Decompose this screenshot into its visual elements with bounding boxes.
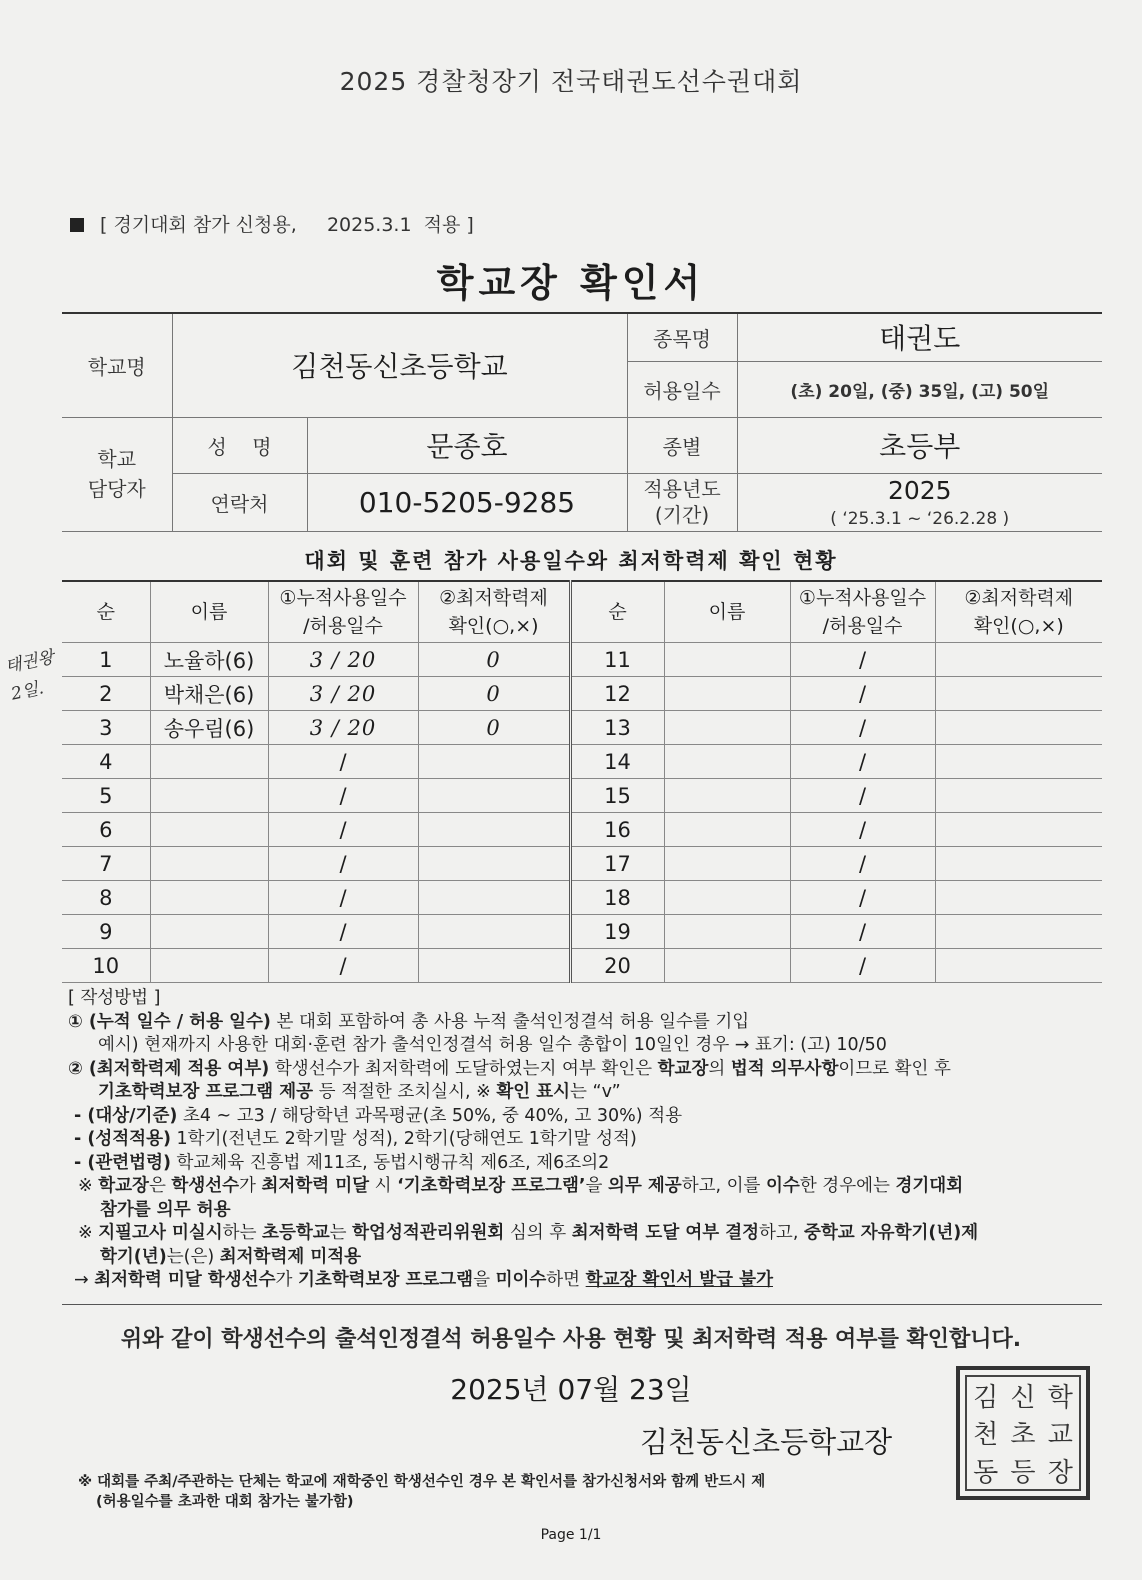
issue-date: 2025년 07월 23일 [450,1373,692,1406]
footnote-line: ※ 대회를 주최/주관하는 단체는 학교에 재학중인 학생선수인 경우 본 확인서를 참가신청서와 함께 반드시 제 [78,1474,766,1490]
row-no: 1 [62,643,150,677]
instruction-1: ① (누적 일수 / 허용 일수) 본 대회 포함하여 총 사용 누적 출석인정결석 허용 일수를 기입 [68,1011,750,1032]
divider [62,1304,1102,1305]
row-days: / [790,813,935,847]
row-name [664,847,790,881]
row-name [150,881,268,915]
row-name [664,881,790,915]
row-no: 4 [62,745,150,779]
row-check [418,745,570,779]
table-row [62,847,1102,881]
seal-character: 초 [1010,1420,1036,1451]
seal-character: 교 [1047,1420,1073,1451]
row-days: / [268,813,418,847]
status-title: 대회 및 훈련 참가 사용일수와 최저학력제 확인 현황 [304,549,838,573]
row-check [418,813,570,847]
row-days: / [268,745,418,779]
row-days: / [268,915,418,949]
contact-value: 010-5205-9285 [307,473,627,531]
row-check [418,881,570,915]
row-name [664,711,790,745]
footnote [78,1472,958,1512]
row-name [150,745,268,779]
event-title: 2025 경찰청장기 전국태권도선수권대회 [339,67,803,96]
row-days: / [268,949,418,983]
row-check [935,915,1102,949]
year-period: ( ‘25.3.1 ~ ‘26.2.28 ) [830,508,1010,529]
handwritten-margin-note [3,643,63,708]
row-name [664,643,790,677]
row-no: 9 [62,915,150,949]
row-no: 6 [62,813,150,847]
year-value: 2025 [887,475,952,505]
row-days: / [790,643,935,677]
row-check [935,881,1102,915]
row-no: 10 [62,949,150,983]
row-check [418,847,570,881]
note-2: ※ 지필고사 미실시하는 초등학교는 학업성적관리위원회 심의 후 최저학력 도달 여부 결정하고, 중학교 자유학기(년)제 [78,1223,979,1243]
row-no: 19 [570,915,664,949]
row-days: / [790,949,935,983]
row-no: 7 [62,847,150,881]
row-check [418,915,570,949]
page-number: Page 1/1 [540,1527,602,1543]
table-row [62,745,1102,779]
row-name: 노율하(6) [150,643,268,677]
seal-character: 학 [1047,1383,1073,1414]
status-table [62,580,1102,983]
seal-character: 등 [1010,1457,1036,1488]
row-no: 20 [570,949,664,983]
square-bullet-icon [70,218,84,232]
col-days-right: ①누적사용일수 /허용일수 [790,581,935,643]
row-name [150,847,268,881]
row-no: 2 [62,677,150,711]
row-no: 8 [62,881,150,915]
row-check [418,949,570,983]
row-check: 0 [418,711,570,745]
row-no: 3 [62,711,150,745]
note-1: ※ 학교장은 학생선수가 최저학력 미달 시 ‘기초학력보장 프로그램’을 의무 제공하고, 이를 이수한 경우에는 경기대회 [78,1176,964,1196]
row-no: 14 [570,745,664,779]
row-days: / [268,881,418,915]
row-days: 3 / 20 [268,711,418,745]
margin-note-line: 2일. [9,678,46,705]
year-label: 적용년도 (기간) [627,473,737,531]
row-no: 16 [570,813,664,847]
category-label: 종별 [627,417,737,473]
table-header-row [62,581,1102,643]
seal-grid [965,1375,1081,1491]
manager-name: 문종호 [307,417,627,473]
row-no: 13 [570,711,664,745]
row-name [664,949,790,983]
seal-character: 천 [973,1420,999,1451]
table-row [62,915,1102,949]
col-days-left: ①누적사용일수 /허용일수 [268,581,418,643]
table-row [62,643,1102,677]
row-name: 박채은(6) [150,677,268,711]
purpose-line [70,210,474,237]
row-name [664,915,790,949]
contact-label: 연락처 [172,473,307,531]
instruction-2-cont: 기초학력보장 프로그램 제공 등 적절한 조치실시, ※ 확인 표시는 “v” [98,1082,621,1102]
row-no: 15 [570,779,664,813]
category-value: 초등부 [737,417,1102,473]
row-check [935,711,1102,745]
row-name [150,779,268,813]
official-seal-stamp [956,1366,1090,1500]
instruction-grades: - (성적적용) 1학기(전년도 2학기말 성적), 2학기(당해연도 1학기말 성적) [74,1129,637,1149]
col-name-left: 이름 [150,581,268,643]
row-days: / [790,711,935,745]
seal-character: 신 [1010,1383,1036,1414]
row-days: / [790,677,935,711]
seal-character: 김 [973,1383,999,1414]
allowed-days-label: 허용일수 [627,361,737,417]
row-no: 12 [570,677,664,711]
row-check [935,847,1102,881]
instruction-1-example: 예시) 현재까지 사용한 대회·훈련 참가 출석인정결석 허용 일수 총합이 10일인 경우 → 표기: (고) 10/50 [98,1035,887,1055]
col-name-right: 이름 [664,581,790,643]
row-check: 0 [418,677,570,711]
col-check-right: ②최저학력제 확인(○,×) [935,581,1102,643]
row-name [664,813,790,847]
note-1-cont: 참가를 의무 허용 [100,1199,231,1220]
allowed-days-value: (초) 20일, (중) 35일, (고) 50일 [737,361,1102,417]
table-row [62,677,1102,711]
row-name [664,745,790,779]
table-row [62,949,1102,983]
seal-character: 동 [973,1457,999,1488]
row-name [664,779,790,813]
note-3: → 최저학력 미달 학생선수가 기초학력보장 프로그램을 미이수하면 학교장 확인서 발급 불가 [74,1270,773,1290]
instructions-heading: [ 작성방법 ] [68,988,161,1008]
row-days: / [790,881,935,915]
table-row [62,779,1102,813]
school-name: 김천동신초등학교 [172,313,627,417]
footnote-line: (허용일수를 초과한 대회 참가는 불가함) [96,1494,354,1510]
row-no: 11 [570,643,664,677]
row-check [418,779,570,813]
manager-label: 학교 담당자 [62,417,172,531]
row-check [935,643,1102,677]
school-label: 학교명 [62,313,172,417]
row-days: 3 / 20 [268,643,418,677]
row-days: / [268,779,418,813]
col-check-left: ②최저학력제 확인(○,×) [418,581,570,643]
name-label: 성 명 [172,417,307,473]
row-no: 17 [570,847,664,881]
table-row [62,813,1102,847]
info-table [62,312,1102,532]
row-name [150,949,268,983]
row-name [664,677,790,711]
row-name [150,813,268,847]
row-check [935,813,1102,847]
row-no: 5 [62,779,150,813]
row-name [150,915,268,949]
row-days: / [790,779,935,813]
margin-note-line: 태권왕 [3,647,56,678]
col-no-right: 순 [570,581,664,643]
row-days: 3 / 20 [268,677,418,711]
row-check: 0 [418,643,570,677]
event-label: 종목명 [627,313,737,361]
table-row [62,881,1102,915]
event-value: 태권도 [737,313,1102,361]
principal-name: 김천동신초등학교장 [640,1425,893,1459]
note-2-cont: 학기(년)는(은) 최저학력제 미적용 [100,1246,362,1267]
row-check [935,677,1102,711]
year-cell [737,473,1102,531]
row-check [935,779,1102,813]
row-days: / [790,915,935,949]
row-name: 송우림(6) [150,711,268,745]
document-title: 학교장 확인서 [436,261,706,305]
row-no: 18 [570,881,664,915]
purpose-text: [ 경기대회 참가 신청용, 2025.3.1 적용 ] [100,214,474,236]
row-days: / [790,745,935,779]
instruction-law: - (관련법령) 학교체육 진흥법 제11조, 동법시행규칙 제6조, 제6조의2 [74,1152,610,1173]
instructions [68,987,1108,1293]
row-days: / [268,847,418,881]
row-check [935,949,1102,983]
confirmation-text: 위와 같이 학생선수의 출석인정결석 허용일수 사용 현황 및 최저학력 적용 여부를 확인합니다. [120,1327,1022,1352]
row-check [935,745,1102,779]
seal-character: 장 [1047,1457,1073,1488]
instruction-target: - (대상/기준) 초4 ~ 고3 / 해당학년 과목평균(초 50%, 중 40%, 고 30%) 적용 [74,1105,682,1126]
instruction-2: ② (최저학력제 적용 여부) 학생선수가 최저학력에 도달하였는지 여부 확인은 학교장의 법적 의무사항이므로 확인 후 [68,1058,951,1079]
table-row [62,711,1102,745]
col-no-left: 순 [62,581,150,643]
row-days: / [790,847,935,881]
